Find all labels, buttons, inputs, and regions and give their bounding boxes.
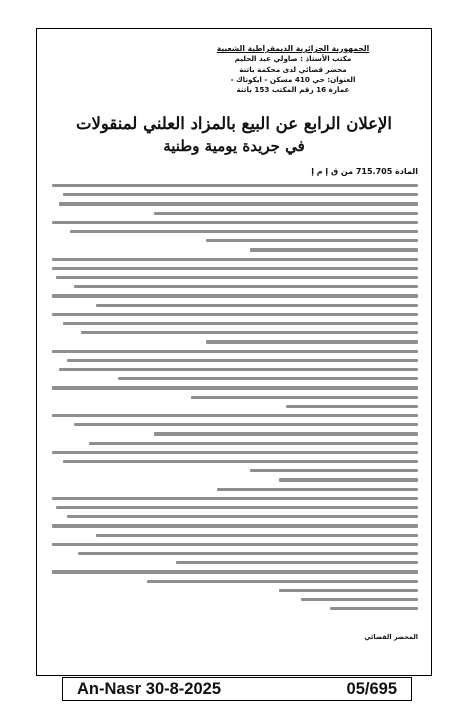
publication-footer (62, 677, 412, 701)
body-text-line (206, 340, 418, 343)
body-text-line (176, 561, 418, 564)
body-text-line (154, 432, 418, 435)
body-text-line (56, 276, 418, 279)
body-text-line (63, 322, 418, 325)
address-line1: العنوان: حي 410 مسكن - ايكوتاك - (230, 74, 356, 84)
body-text-line (63, 460, 418, 463)
body-text-line (301, 598, 418, 601)
body-text-line (52, 524, 418, 527)
body-text-line (52, 267, 418, 270)
body-text-line (67, 359, 418, 362)
notice-subtitle: في جريدة يومية وطنية (163, 137, 305, 155)
body-text-line (52, 184, 418, 187)
body-text-line (250, 469, 418, 472)
bailiff-office: مكتب الأستاذ : صاولي عبد الحليم (234, 54, 352, 64)
republic-line: الجمهورية الجزائرية الديمقراطية الشعبية (216, 44, 370, 53)
notice-body-text (52, 184, 418, 629)
publication-reference: 05/695 (346, 679, 397, 698)
body-text-line (81, 331, 418, 334)
bailiff-signature: المحضر القضائي (364, 633, 418, 641)
publication-name: An-Nasr 30-8-2025 (77, 679, 222, 698)
body-text-line (59, 368, 418, 371)
body-text-line (279, 478, 418, 481)
body-text-line (217, 488, 418, 491)
body-text-line (56, 506, 418, 509)
body-text-line (52, 497, 418, 500)
body-text-line (89, 442, 418, 445)
address-line2: عمارة 16 رقم المكتب 153 باتنة (236, 85, 350, 95)
notice-title: الإعلان الرابع عن البيع بالمزاد العلني لمنقولات (75, 114, 393, 133)
body-text-line (52, 543, 418, 546)
body-text-line (74, 285, 418, 288)
body-text-line (52, 294, 418, 297)
body-text-line (191, 396, 418, 399)
body-text-line (154, 212, 418, 215)
body-text-line (78, 552, 418, 555)
body-text-line (52, 313, 418, 316)
body-text-line (118, 377, 418, 380)
body-text-line (52, 414, 418, 417)
body-text-line (52, 451, 418, 454)
body-text-line (52, 258, 418, 261)
body-text-line (206, 239, 418, 242)
body-text-line (330, 607, 418, 610)
body-text-line (286, 405, 418, 408)
body-text-line (70, 230, 418, 233)
body-text-line (279, 589, 418, 592)
body-text-line (74, 423, 418, 426)
body-text-line (96, 304, 418, 307)
body-text-line (63, 193, 418, 196)
legal-article: المادة 715.705 من ق إ م إ (311, 167, 418, 176)
body-text-line (52, 570, 418, 573)
bailiff-header (168, 44, 418, 95)
body-text-line (96, 534, 418, 537)
body-text-line (67, 515, 418, 518)
body-text-line (59, 202, 418, 205)
body-text-line (52, 221, 418, 224)
body-text-line (52, 350, 418, 353)
body-text-line (52, 386, 418, 389)
body-text-line (147, 580, 418, 583)
body-text-line (250, 248, 418, 251)
bailiff-court: محضر قضائي لدى محكمة باتنة (239, 64, 347, 74)
